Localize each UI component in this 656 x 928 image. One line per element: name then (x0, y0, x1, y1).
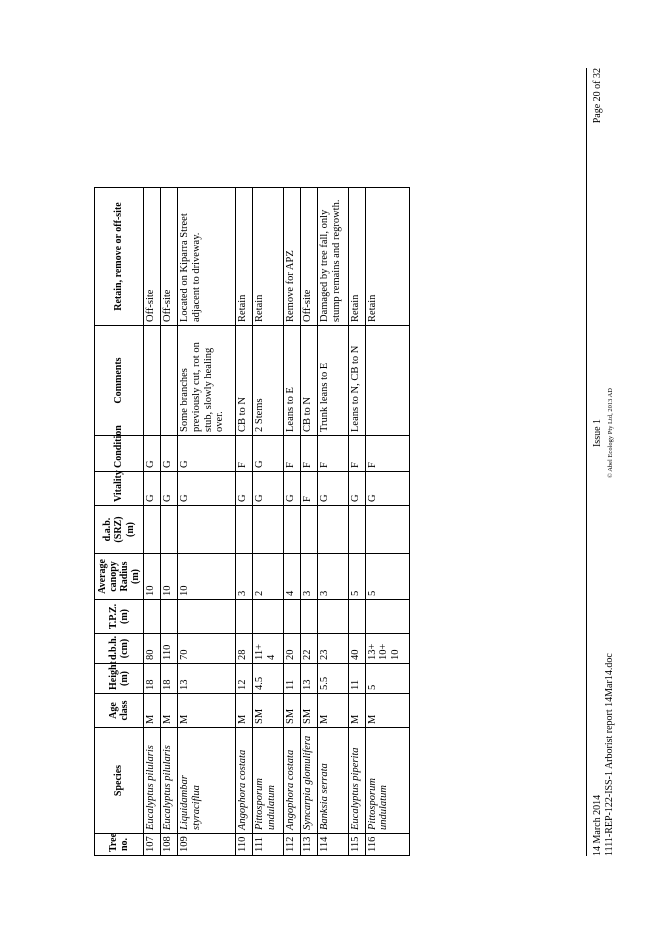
canopy-radius-cell: 4 (283, 554, 300, 600)
tree-no-cell: 116 (365, 834, 409, 856)
retain-cell: Off-site (144, 188, 161, 326)
footer-date: 14 March 2014 (592, 794, 603, 856)
age-class-cell: SM (300, 694, 317, 728)
column-header: Condition (95, 436, 144, 472)
species-cell: Syncarpia glomulifera (300, 728, 317, 834)
column-header: d.b.h. (cm) (95, 634, 144, 664)
canopy-radius-cell: 10 (178, 554, 236, 600)
column-header: Retain, remove or off-site (95, 188, 144, 326)
column-header: Tree no. (95, 834, 144, 856)
retain-cell: Off-site (300, 188, 317, 326)
dab-cell (317, 506, 348, 554)
tree-no-cell: 115 (348, 834, 365, 856)
retain-cell: Retain (253, 188, 284, 326)
column-header: d.a.b. (SRZ) (m) (95, 506, 144, 554)
vitality-cell: G (348, 472, 365, 506)
vitality-cell: F (300, 472, 317, 506)
tree-no-cell: 109 (178, 834, 236, 856)
column-header: Species (95, 728, 144, 834)
canopy-radius-cell: 3 (317, 554, 348, 600)
footer-copyright: © Abel Ecology Pty Ltd, 2013 AD (607, 388, 614, 478)
height-cell: 11 (348, 664, 365, 694)
tpz-cell (317, 600, 348, 634)
condition-cell: F (236, 436, 253, 472)
table-row (144, 188, 161, 856)
height-cell: 18 (144, 664, 161, 694)
vitality-cell: G (365, 472, 409, 506)
tpz-cell (161, 600, 178, 634)
tree-no-cell: 112 (283, 834, 300, 856)
dab-cell (236, 506, 253, 554)
condition-cell: F (300, 436, 317, 472)
tree-assessment-table (94, 187, 410, 856)
tpz-cell (283, 600, 300, 634)
dbh-cell: 80 (144, 634, 161, 664)
column-header: Vitality (95, 472, 144, 506)
condition-cell: G (253, 436, 284, 472)
dbh-cell: 20 (283, 634, 300, 664)
table-row (236, 188, 253, 856)
footer-document-name: 1111-REP-122-ISS-1 Arborist report 14Mar14.doc (604, 653, 615, 856)
tree-assessment-table-wrapper (94, 188, 410, 856)
tree-no-cell: 107 (144, 834, 161, 856)
comments-cell (365, 326, 409, 436)
column-header: Average canopy Radius (m) (95, 554, 144, 600)
condition-cell: F (348, 436, 365, 472)
canopy-radius-cell: 10 (144, 554, 161, 600)
condition-cell: G (144, 436, 161, 472)
height-cell: 18 (161, 664, 178, 694)
tree-no-cell: 108 (161, 834, 178, 856)
vitality-cell: G (144, 472, 161, 506)
age-class-cell: SM (253, 694, 284, 728)
dbh-cell: 110 (161, 634, 178, 664)
species-cell: Liquidambar styraciflua (178, 728, 236, 834)
comments-cell: Leans to E (283, 326, 300, 436)
tpz-cell (178, 600, 236, 634)
dbh-cell: 11+ 4 (253, 634, 284, 664)
age-class-cell: M (236, 694, 253, 728)
vitality-cell: G (178, 472, 236, 506)
age-class-cell: M (161, 694, 178, 728)
height-cell: 11 (283, 664, 300, 694)
canopy-radius-cell: 2 (253, 554, 284, 600)
table-row (178, 188, 236, 856)
table-row (253, 188, 284, 856)
tpz-cell (144, 600, 161, 634)
species-cell: Eucalyptus pilularis (161, 728, 178, 834)
tree-no-cell: 114 (317, 834, 348, 856)
dab-cell (161, 506, 178, 554)
comments-cell: CB to N (236, 326, 253, 436)
condition-cell: F (365, 436, 409, 472)
dbh-cell: 23 (317, 634, 348, 664)
condition-cell: F (283, 436, 300, 472)
comments-cell: CB to N (300, 326, 317, 436)
species-cell: Eucalyptus piperita (348, 728, 365, 834)
vitality-cell: G (253, 472, 284, 506)
canopy-radius-cell: 5 (348, 554, 365, 600)
vitality-cell: G (283, 472, 300, 506)
table-row (283, 188, 300, 856)
dab-cell (300, 506, 317, 554)
comments-cell (161, 326, 178, 436)
table-row (161, 188, 178, 856)
dbh-cell: 40 (348, 634, 365, 664)
tpz-cell (348, 600, 365, 634)
vitality-cell: G (317, 472, 348, 506)
footer-divider (586, 68, 587, 856)
age-class-cell: M (348, 694, 365, 728)
retain-cell: Remove for APZ (283, 188, 300, 326)
dbh-cell: 70 (178, 634, 236, 664)
dbh-cell: 13+ 10+ 10 (365, 634, 409, 664)
condition-cell: G (161, 436, 178, 472)
height-cell: 4.5 (253, 664, 284, 694)
height-cell: 12 (236, 664, 253, 694)
dab-cell (253, 506, 284, 554)
table-body (144, 188, 410, 856)
canopy-radius-cell: 3 (236, 554, 253, 600)
canopy-radius-cell: 5 (365, 554, 409, 600)
dbh-cell: 22 (300, 634, 317, 664)
footer-issue: Issue 1 (592, 418, 603, 448)
footer-page-number: Page 20 of 32 (592, 68, 603, 124)
tree-no-cell: 111 (253, 834, 284, 856)
canopy-radius-cell: 3 (300, 554, 317, 600)
age-class-cell: SM (283, 694, 300, 728)
comments-cell: Leans to N, CB to N (348, 326, 365, 436)
age-class-cell: M (144, 694, 161, 728)
column-header: T.P.Z. (m) (95, 600, 144, 634)
dab-cell (144, 506, 161, 554)
comments-cell: Some branches previously cut, rot on stub, slowly healing over. (178, 326, 236, 436)
retain-cell: Retain (348, 188, 365, 326)
table-row (365, 188, 409, 856)
comments-cell: Trunk leans to E (317, 326, 348, 436)
footer-left (592, 653, 616, 856)
tpz-cell (236, 600, 253, 634)
height-cell: 13 (300, 664, 317, 694)
age-class-cell: M (365, 694, 409, 728)
height-cell: 5 (365, 664, 409, 694)
comments-cell: 2 Stems (253, 326, 284, 436)
vitality-cell: G (161, 472, 178, 506)
species-cell: Angophora costata (236, 728, 253, 834)
dab-cell (283, 506, 300, 554)
retain-cell: Retain (365, 188, 409, 326)
tpz-cell (365, 600, 409, 634)
age-class-cell: M (317, 694, 348, 728)
species-cell: Pittosporum undulatum (365, 728, 409, 834)
species-cell: Angophora costata (283, 728, 300, 834)
height-cell: 13 (178, 664, 236, 694)
retain-cell: Off-site (161, 188, 178, 326)
comments-cell (144, 326, 161, 436)
canopy-radius-cell: 10 (161, 554, 178, 600)
age-class-cell: M (178, 694, 236, 728)
table-header-row (95, 188, 144, 856)
dab-cell (178, 506, 236, 554)
dab-cell (348, 506, 365, 554)
species-cell: Banksia serrata (317, 728, 348, 834)
retain-cell: Damaged by tree fall, only stump remains and regrowth. (317, 188, 348, 326)
species-cell: Pittosporum undulatum (253, 728, 284, 834)
vitality-cell: G (236, 472, 253, 506)
tpz-cell (300, 600, 317, 634)
condition-cell: F (317, 436, 348, 472)
column-header: Comments (95, 326, 144, 436)
dab-cell (365, 506, 409, 554)
table-row (348, 188, 365, 856)
species-cell: Eucalyptus pilularis (144, 728, 161, 834)
table-row (317, 188, 348, 856)
tree-no-cell: 113 (300, 834, 317, 856)
retain-cell: Retain (236, 188, 253, 326)
height-cell: 5.5 (317, 664, 348, 694)
retain-cell: Located on Kiparra Street adjacent to driveway. (178, 188, 236, 326)
column-header: Age class (95, 694, 144, 728)
column-header: Height (m) (95, 664, 144, 694)
tpz-cell (253, 600, 284, 634)
table-row (300, 188, 317, 856)
dbh-cell: 28 (236, 634, 253, 664)
tree-no-cell: 110 (236, 834, 253, 856)
condition-cell: G (178, 436, 236, 472)
